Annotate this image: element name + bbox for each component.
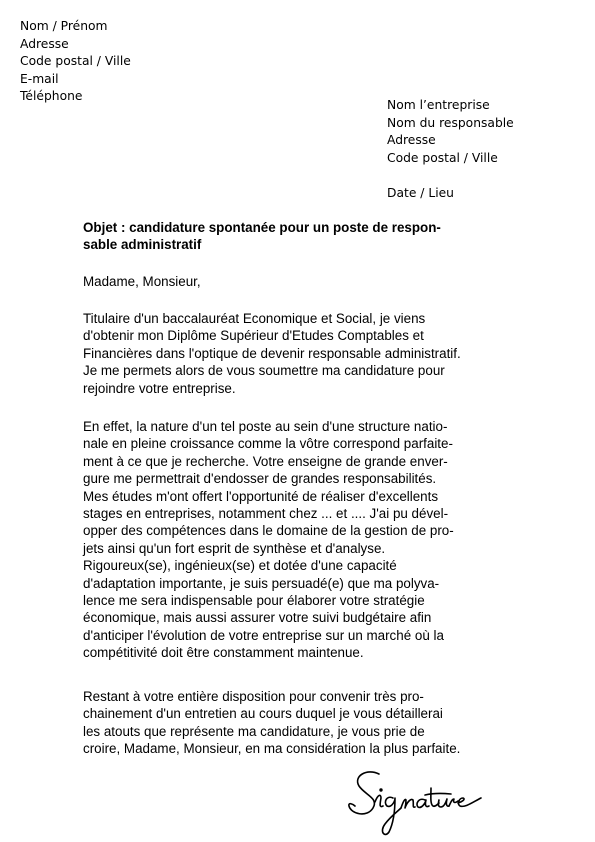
recipient-postal-city: Code postal / Ville	[387, 150, 498, 165]
letter-greeting: Madame, Monsieur,	[83, 274, 201, 289]
paragraph-line: Restant à votre entière disposition pour convenir très pro-	[83, 689, 424, 704]
paragraph-line: rejoindre votre entreprise.	[83, 380, 236, 396]
recipient-manager: Nom du responsable	[387, 115, 514, 130]
paragraph-line: Mes études m'ont offert l'opportunité de réaliser d'excellents	[83, 488, 439, 504]
sender-postal-city: Code postal / Ville	[20, 54, 131, 69]
date-place: Date / Lieu	[387, 186, 454, 200]
paragraph-line: chainement d'un entretien au cours duquel je vous détaillerai	[83, 706, 443, 722]
paragraph-line: stages en entreprises, notamment chez ... et .... J'ai pu dével-	[83, 506, 449, 522]
subject-line: Objet : candidature spontanée pour un poste de respon-	[83, 220, 441, 235]
paragraph-line: Rigoureux(se), ingénieux(se) et dotée d'une capacité	[83, 558, 397, 574]
paragraph-line: d'adaptation importante, je suis persuadé(e) que ma polyva-	[83, 575, 440, 591]
sender-name: Nom / Prénom	[20, 19, 108, 33]
paragraph-line: opper des compétences dans le domaine de la gestion de pro-	[83, 523, 454, 539]
paragraph-line: croire, Madame, Monsieur, en ma considération la plus parfaite.	[83, 741, 461, 757]
recipient-address: Adresse	[387, 133, 436, 148]
handwritten-signature	[345, 768, 495, 836]
sender-address: Adresse	[20, 36, 69, 51]
paragraph-line: ment à ce que je recherche. Votre enseigne de grande enver-	[83, 453, 448, 469]
recipient-company: Nom l’entreprise	[387, 98, 490, 112]
recipient-address-block	[387, 97, 514, 167]
paragraph-line: d'obtenir mon Diplôme Supérieur d'Etudes Comptables et	[83, 328, 424, 344]
paragraph-line: d'anticiper l'évolution de votre entreprise sur un marché où la	[83, 627, 444, 643]
letter-subject	[83, 219, 513, 254]
paragraph-line: Je me permets alors de vous soumettre ma candidature pour	[83, 363, 445, 379]
sender-email: E-mail	[20, 71, 59, 86]
paragraph-line: compétitivité doit être constamment maintenue.	[83, 645, 364, 661]
paragraph-line: Titulaire d'un baccalauréat Economique et Social, je viens	[83, 311, 426, 326]
paragraph-line: économique, mais aussi assurer votre suivi budgétaire afin	[83, 610, 432, 626]
sender-address-block	[20, 18, 131, 106]
paragraph-line: lence me sera indispensable pour élaborer votre stratégie	[83, 593, 425, 609]
paragraph-line: gure me permettrait d'endosser de grandes responsabilités.	[83, 471, 437, 487]
paragraph-motivation	[83, 418, 513, 662]
paragraph-closing	[83, 688, 513, 758]
paragraph-line: jets ainsi qu'un fort esprit de synthèse et d'analyse.	[83, 540, 386, 556]
paragraph-line: nale en pleine croissance comme la vôtre correspond parfaite-	[83, 436, 453, 452]
paragraph-intro	[83, 310, 513, 397]
sender-phone: Téléphone	[20, 89, 83, 104]
subject-line: sable administratif	[83, 237, 202, 253]
paragraph-line: les atouts que représente ma candidature, je vous prie de	[83, 723, 425, 739]
paragraph-line: En effet, la nature d'un tel poste au sein d'une structure natio-	[83, 419, 448, 434]
paragraph-line: Financières dans l'optique de devenir responsable administratif.	[83, 345, 461, 361]
